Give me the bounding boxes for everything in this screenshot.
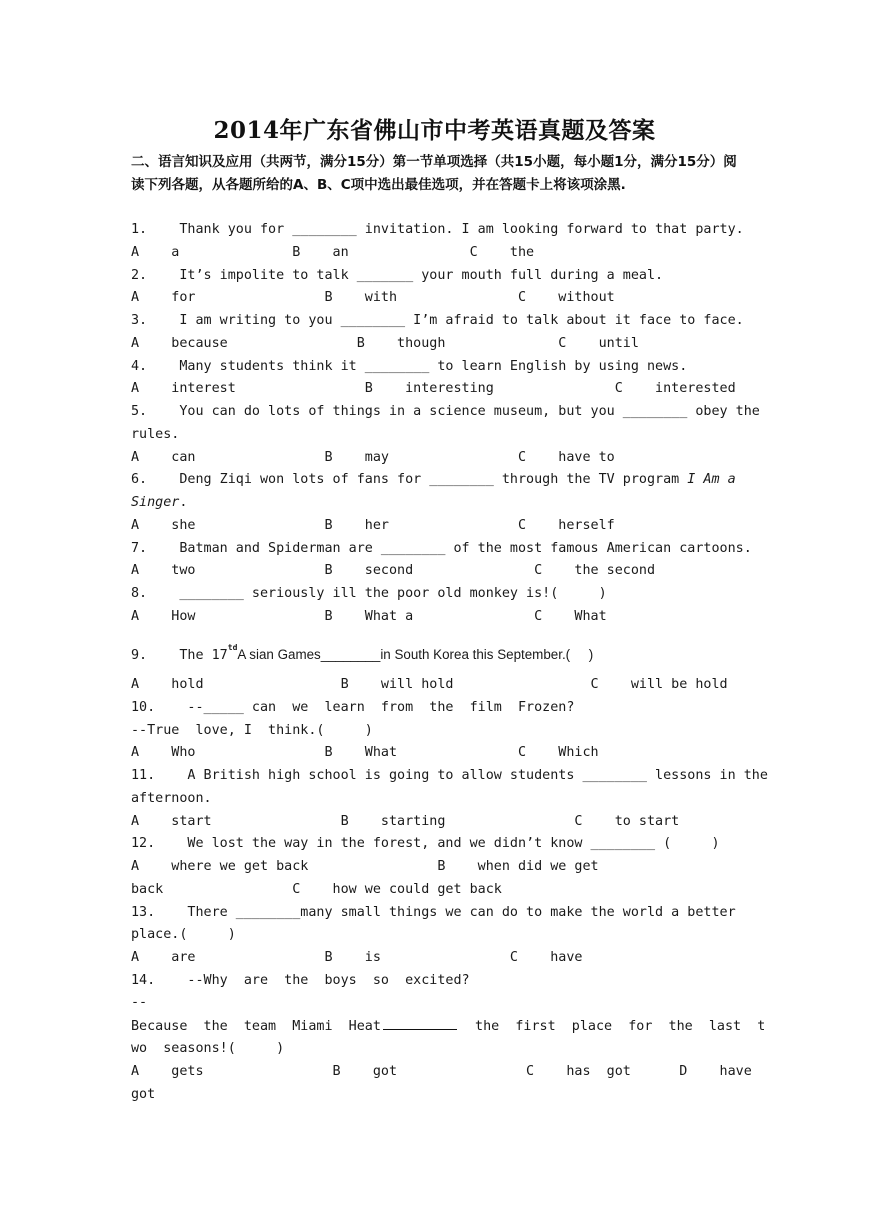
program-title-italic-cont: Singer — [131, 495, 180, 510]
question-5: 5. You can do lots of things in a science museum, but you ________ obey the — [131, 404, 760, 419]
question-14-cont — [131, 1018, 765, 1034]
options-7: A two B second C the second — [131, 563, 656, 578]
question-14-cont2: wo seasons!( ) — [131, 1041, 285, 1056]
question-1: 1. Thank you for ________ invitation. I am looking forward to that party. — [131, 222, 744, 237]
question-2: 2. It’s impolite to talk _______ your mouth full during a meal. — [131, 268, 664, 283]
options-12-cont: back C how we could get back — [131, 882, 502, 897]
question-10: 10. --_____ can we learn from the film Frozen? — [131, 700, 575, 715]
ordinal-superscript: td — [227, 643, 238, 652]
question-14-dash: -- — [131, 995, 148, 1010]
answer-blank — [383, 1018, 457, 1030]
question-9-text-cont: A sian Games________in South Korea this September.( ) — [237, 647, 594, 662]
question-6 — [131, 472, 736, 487]
options-11: A start B starting C to start — [131, 814, 680, 829]
page-title: 2014年广东省佛山市中考英语真题及答案 — [213, 117, 656, 144]
question-14: 14. --Why are the boys so excited? — [131, 973, 470, 988]
question-11: 11. A British high school is going to allow students ________ lessons in the — [131, 768, 768, 783]
options-3: A because B though C until — [131, 336, 639, 351]
options-5: A can B may C have to — [131, 450, 615, 465]
question-8: 8. ________ seriously ill the poor old monkey is!( ) — [131, 586, 607, 601]
question-12: 12. We lost the way in the forest, and we didn’t know ________ ( ) — [131, 836, 720, 851]
question-4: 4. Many students think it ________ to learn English by using news. — [131, 359, 688, 374]
options-8: A How B What a C What — [131, 609, 607, 624]
question-13: 13. There ________many small things we can do to make the world a better — [131, 905, 736, 920]
question-10-cont: --True love, I think.( ) — [131, 723, 373, 738]
question-9 — [131, 643, 594, 663]
program-title-italic: I Am a — [687, 472, 736, 487]
options-4: A interest B interesting C interested — [131, 381, 736, 396]
question-9-text: 9. The 17 — [131, 648, 228, 663]
question-3: 3. I am writing to you ________ I’m afraid to talk about it face to face. — [131, 313, 744, 328]
options-13: A are B is C have — [131, 950, 583, 965]
options-9: A hold B will hold C will be hold — [131, 677, 728, 692]
question-14-text-cont: the first place for the last t — [458, 1019, 766, 1034]
options-12: A where we get back B when did we get — [131, 859, 599, 874]
question-7: 7. Batman and Spiderman are ________ of the most famous American cartoons. — [131, 541, 752, 556]
options-6: A she B her C herself — [131, 518, 615, 533]
options-2: A for B with C without — [131, 290, 615, 305]
section-instructions: 二、语言知识及应用（共两节，满分15分）第一节单项选择（共15小题，每小题1分，满分15分）阅读下列各题，从各题所给的A、B、C项中选出最佳选项，并在答题卡上将该项涂黑. — [131, 154, 737, 193]
options-14-cont: got — [131, 1087, 156, 1102]
question-5-cont: rules. — [131, 427, 180, 442]
question-11-cont: afternoon. — [131, 791, 212, 806]
options-14: A gets B got C has got D have — [131, 1064, 752, 1079]
question-6-text: 6. Deng Ziqi won lots of fans for ________ through the TV program — [131, 472, 688, 487]
options-10: A Who B What C Which — [131, 745, 599, 760]
question-6-period: . — [179, 495, 188, 510]
question-6-cont — [131, 495, 187, 510]
options-1: A a B an C the — [131, 245, 535, 260]
question-13-cont: place.( ) — [131, 927, 236, 942]
question-14-text: Because the team Miami Heat — [131, 1019, 381, 1034]
